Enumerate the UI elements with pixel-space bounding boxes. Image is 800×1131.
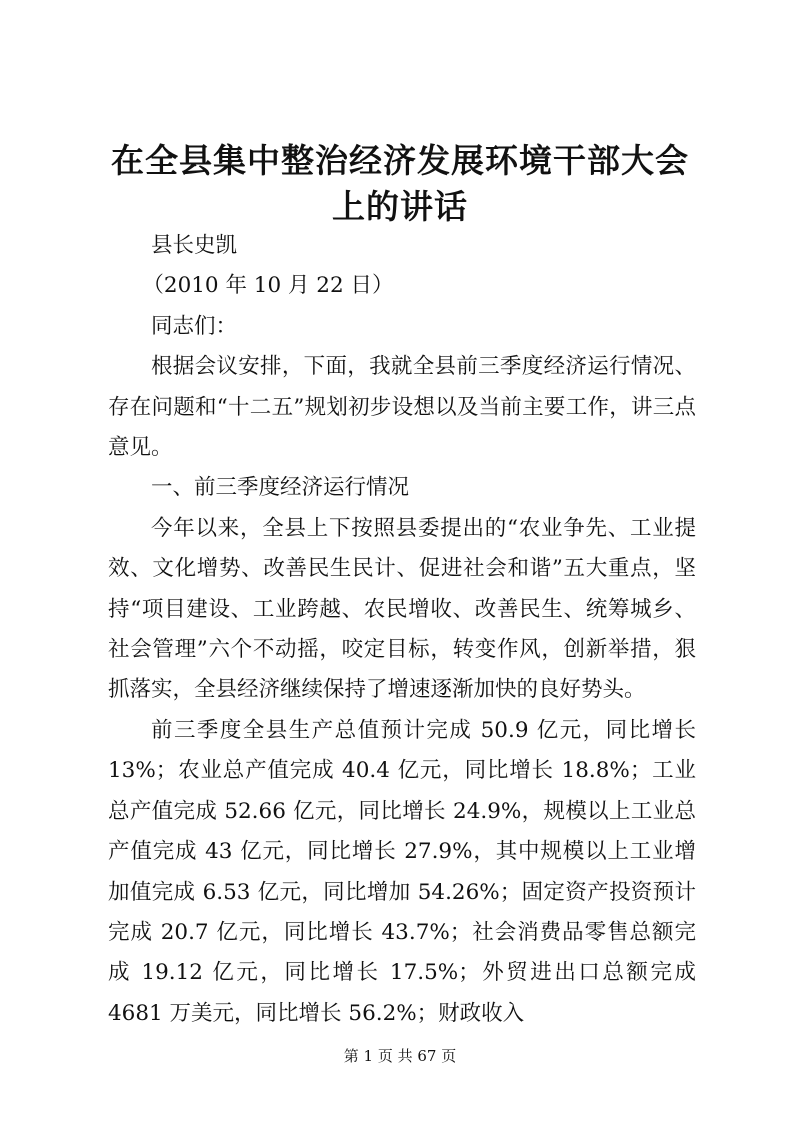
document-title: 在全县集中整治经济发展环境干部大会上的讲话: [111, 141, 689, 226]
speaker-line: 县长史凯: [151, 233, 238, 258]
salutation-line: 同志们：: [151, 313, 238, 339]
body-paragraph: 前三季度全县生产总值预计完成 50.9 亿元，同比增长 13%；农业总产值完成 40.4 亿元，同比增长 18.8%；工业总产值完成 52.66 亿元，同比增长 24.9%，规模以上工业总产值完成 43 亿元，同比增长 27.9%，其中规模以上工业增加值完成 6.53 亿元，同比增加 54.26%；固定资产投资预计完成 20.7 亿元，同比增长 43.7%；社会消费品零售总额完成 19.12 亿元，同比增长 17.5%；外贸进出口总额完成 4681 万美元，同比增长 56.2%；财政收入: [108, 717, 696, 1026]
intro-paragraph: 根据会议安排，下面，我就全县前三季度经济运行情况、存在问题和“十二五”规划初步设想以及当前主要工作，讲三点意见。: [108, 354, 696, 461]
date-line: （2010 年 10 月 22 日）: [142, 273, 394, 299]
body-paragraph: 今年以来，全县上下按照县委提出的“农业争先、工业提效、文化增势、改善民生民计、促进社会和谐”五大重点，坚持“项目建设、工业跨越、农民增收、改善民生、统筹城乡、社会管理”六个不动摇，咬定目标，转变作风，创新举措，狠抓落实，全县经济继续保持了增速逐渐加快的良好势头。: [108, 515, 696, 703]
page-footer: 第 1 页 共 67 页: [343, 1047, 457, 1065]
section-heading: 一、前三季度经济运行情况: [151, 475, 410, 501]
document-body: [108, 226, 696, 1034]
